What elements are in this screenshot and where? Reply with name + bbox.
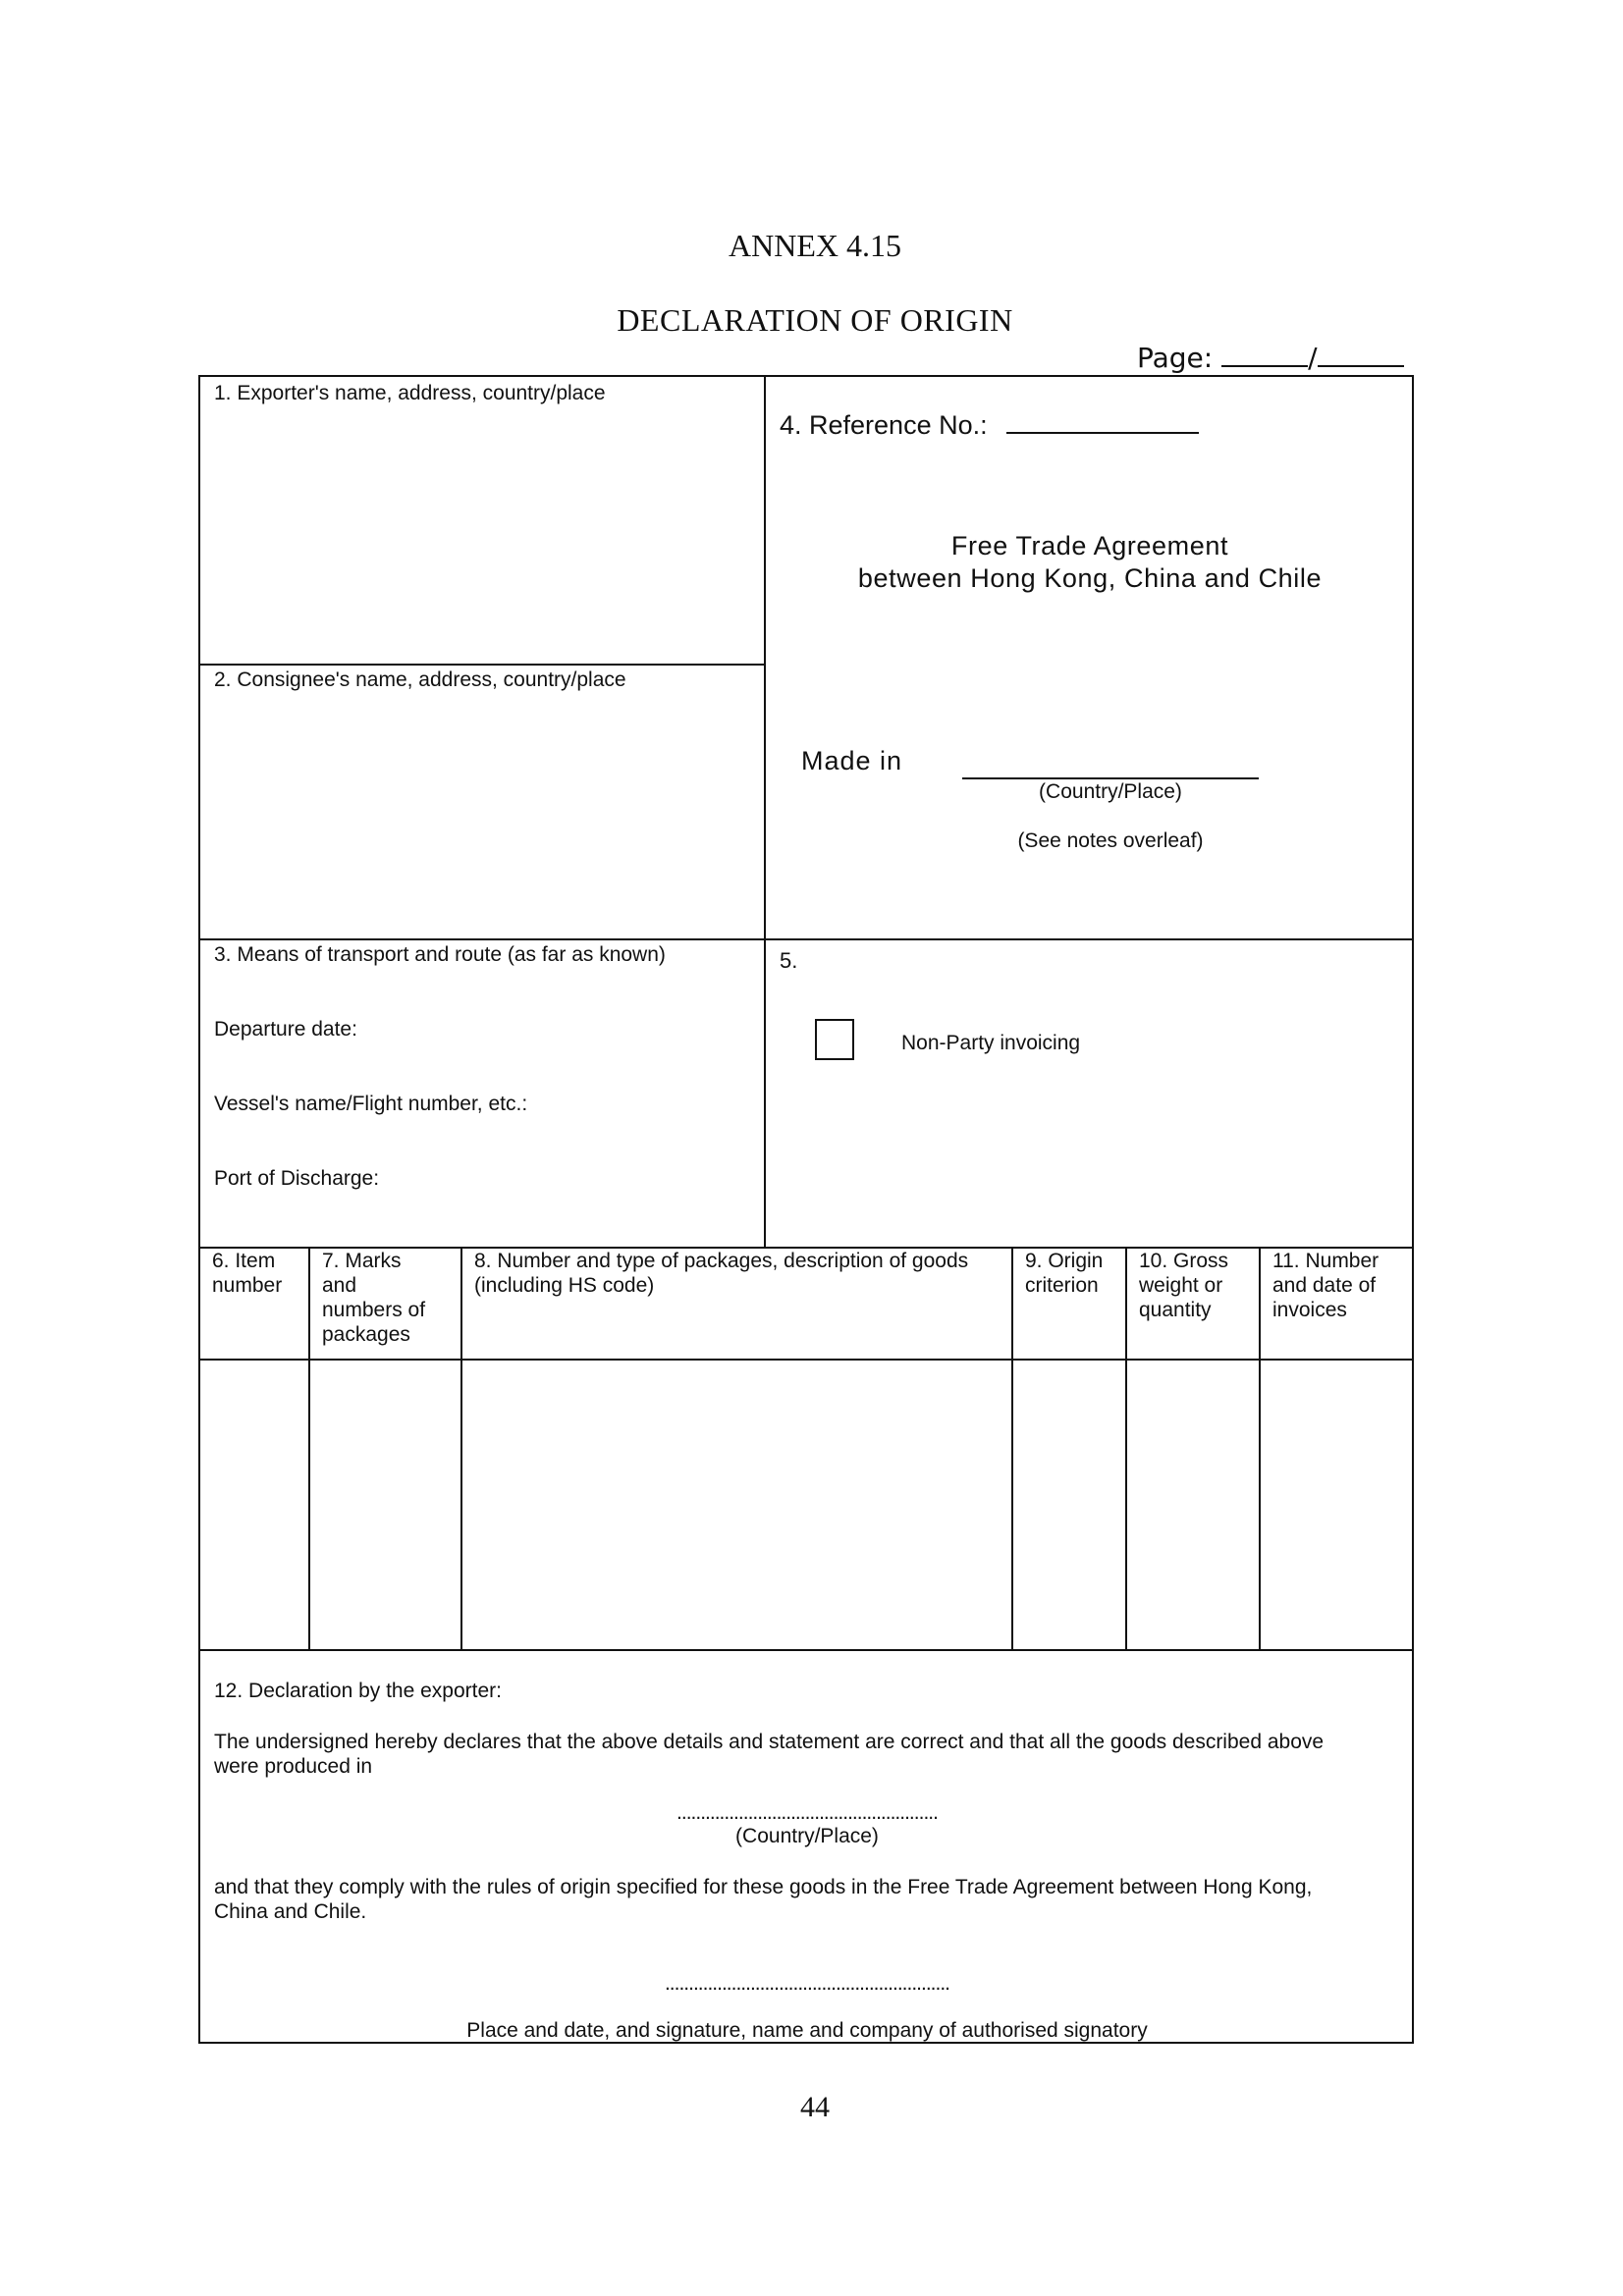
marks-cell[interactable]	[310, 1361, 459, 1647]
page-label: Page:	[1137, 342, 1214, 374]
col10-line2: weight or	[1139, 1274, 1223, 1297]
para1-line1: The undersigned hereby declares that the above details and statement are correct and that all the goods described above	[214, 1731, 1325, 1753]
page-current-field[interactable]	[1221, 342, 1308, 367]
produced-in-caption: (Country/Place)	[735, 1825, 879, 1847]
col6-line1: 6. Item	[212, 1250, 276, 1272]
departure-date-label: Departure date:	[214, 1018, 357, 1041]
gross-weight-cell[interactable]	[1127, 1361, 1257, 1647]
col-header-gross-weight	[1139, 1249, 1257, 1322]
page-counter	[1137, 342, 1404, 374]
non-party-invoicing-checkbox[interactable]	[815, 1019, 854, 1060]
page-total-field[interactable]	[1318, 342, 1404, 367]
col-header-description	[474, 1249, 1009, 1298]
annex-heading: ANNEX 4.15	[729, 228, 901, 263]
box12-declaration-label: 12. Declaration by the exporter:	[214, 1680, 502, 1702]
agreement-line-2: between Hong Kong, China and Chile	[857, 563, 1323, 593]
box1-exporter-label: 1. Exporter's name, address, country/place	[214, 382, 606, 404]
col11-line2: and date of	[1272, 1274, 1377, 1297]
non-party-invoicing-label: Non-Party invoicing	[901, 1032, 1081, 1054]
col7-line3: numbers of	[322, 1299, 426, 1321]
agreement-title	[766, 530, 1414, 595]
divider-row2	[200, 938, 1414, 940]
origin-criterion-cell[interactable]	[1013, 1361, 1123, 1647]
page-number: 44	[800, 2091, 830, 2123]
declaration-paragraph-2	[214, 1875, 1402, 1924]
col-header-invoices	[1272, 1249, 1412, 1322]
col6-line2: number	[212, 1274, 283, 1297]
divider-row4	[200, 1649, 1414, 1651]
consignee-field[interactable]	[202, 695, 762, 936]
col-header-item-number	[212, 1249, 306, 1298]
col-header-marks	[322, 1249, 458, 1347]
port-of-discharge-label: Port of Discharge:	[214, 1167, 380, 1190]
divider-left-right	[764, 377, 766, 1247]
declaration-paragraph-1	[214, 1730, 1402, 1779]
made-in-country-caption: (Country/Place)	[1039, 780, 1182, 803]
para2-line2: China and Chile.	[214, 1900, 367, 1923]
produced-in-dots[interactable]: .......................................................	[676, 1801, 938, 1824]
box4-reference	[780, 406, 1199, 441]
col9-line2: criterion	[1025, 1274, 1099, 1297]
box2-consignee-label: 2. Consignee's name, address, country/place	[214, 668, 626, 691]
col11-line1: 11. Number	[1272, 1250, 1380, 1272]
box5-label: 5.	[780, 948, 798, 973]
col7-line4: packages	[322, 1323, 410, 1346]
col-header-origin-criterion	[1025, 1249, 1123, 1298]
document-title: DECLARATION OF ORIGIN	[617, 302, 1013, 338]
col11-line3: invoices	[1272, 1299, 1347, 1321]
col8-line1: 8. Number and type of packages, description of goods	[474, 1250, 969, 1272]
page-separator: /	[1308, 342, 1318, 374]
col10-line1: 10. Gross	[1139, 1250, 1229, 1272]
made-in-country-field[interactable]	[962, 750, 1259, 779]
col8-line2: (including HS code)	[474, 1274, 655, 1297]
invoices-cell[interactable]	[1261, 1361, 1412, 1647]
box3-transport-label: 3. Means of transport and route (as far as known)	[214, 943, 666, 966]
col7-line1: 7. Marks	[322, 1250, 402, 1272]
divider-box1-box2	[200, 664, 764, 666]
col10-line3: quantity	[1139, 1299, 1212, 1321]
col7-line2: and	[322, 1274, 357, 1297]
reference-label: 4. Reference No.:	[780, 410, 988, 440]
vessel-name-label: Vessel's name/Flight number, etc.:	[214, 1093, 528, 1115]
declaration-form	[198, 375, 1414, 2044]
signature-dots[interactable]: ............................................................	[664, 1972, 950, 1995]
col9-line1: 9. Origin	[1025, 1250, 1104, 1272]
signature-caption: Place and date, and signature, name and company of authorised signatory	[466, 2019, 1148, 2042]
see-notes-caption: (See notes overleaf)	[1017, 829, 1204, 852]
agreement-line-1: Free Trade Agreement	[950, 531, 1229, 561]
made-in-label: Made in	[801, 746, 903, 775]
item-number-cell[interactable]	[202, 1361, 306, 1647]
para2-line1: and that they comply with the rules of origin specified for these goods in the Free Trade Agreement between Hong Kong,	[214, 1876, 1313, 1898]
para1-line2: were produced in	[214, 1755, 373, 1778]
description-cell[interactable]	[462, 1361, 1009, 1647]
reference-number-field[interactable]	[1006, 406, 1199, 434]
exporter-field[interactable]	[202, 408, 762, 662]
